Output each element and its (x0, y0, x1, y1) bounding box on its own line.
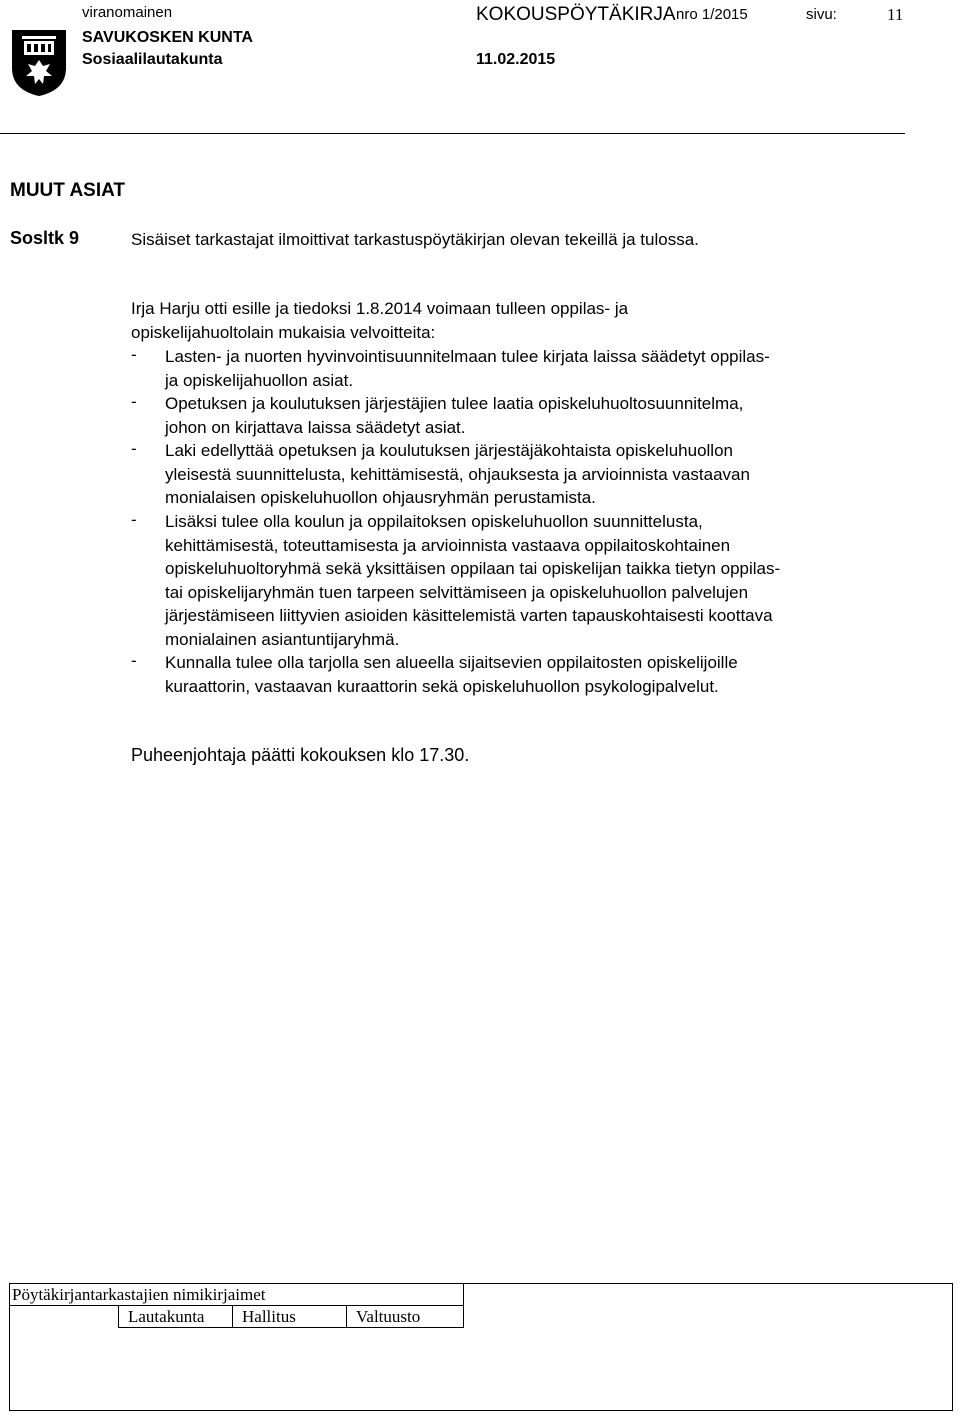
municipal-crest-logo (10, 28, 68, 98)
list-item-text: Lasten- ja nuorten hyvinvointisuunnitelmaan tulee kirjata laissa säädetyt oppilas- ja opiskelijahuollon asiat. (165, 347, 770, 390)
list-item-text: Kunnalla tulee olla tarjolla sen alueella sijaitsevien oppilaitosten opiskelijoille kuraattorin, vastaavan kuraattorin sekä opiskeluhuollon psykologipalvelut. (165, 653, 738, 696)
signature-column-label: Lautakunta (128, 1307, 205, 1326)
list-item-text: Lisäksi tulee olla koulun ja oppilaitoksen opiskeluhuollon suunnittelusta, kehittämisestä, toteuttamisesta ja arvioinnista vastaava oppilaitoskohtainen opiskeluhuoltoryhmä sekä yksittäisen oppilaan tai opiskelijan taikka tietyn oppilas- tai opiskelijaryhmän tuen tarpeen selvittämiseen ja opiskeluhuollon palvelujen järjestämiseen liittyvien asioiden käsittelemistä varten tapauskohtaisesti koottava monialainen asiantuntijaryhmä. (165, 512, 781, 649)
list-item-text: Laki edellyttää opetuksen ja koulutuksen järjestäjäkohtaista opiskeluhuollon yleisestä suunnittelusta, kehittämisestä, ohjauksesta ja arvioinnista vastaavan monialaisen opiskeluhuollon ohjausryhmän perustamista. (165, 441, 750, 507)
list-bullet: - (131, 510, 137, 529)
list-bullet: - (131, 345, 137, 364)
case-intro: Irja Harju otti esille ja tiedoksi 1.8.2014 voimaan tulleen oppilas- ja opiskelijahuoltolain mukaisia velvoitteita: (131, 299, 629, 342)
header-divider (0, 133, 905, 134)
page-number: 11 (887, 5, 904, 24)
signature-column-label: Valtuusto (356, 1307, 421, 1326)
board-name: Sosiaalilautakunta (82, 51, 223, 68)
closing-statement: Puheenjohtaja päätti kokouksen klo 17.30. (131, 745, 470, 765)
meeting-date: 11.02.2015 (476, 51, 556, 68)
signature-column-label: Hallitus (242, 1307, 296, 1326)
page-label: sivu: (806, 6, 837, 23)
document-role-label: viranomainen (82, 4, 173, 21)
list-bullet: - (131, 392, 137, 411)
signature-box (9, 1283, 953, 1411)
signature-box-title: Pöytäkirjantarkastajien nimikirjaimet (12, 1285, 266, 1304)
list-bullet: - (131, 651, 137, 670)
section-heading: MUUT ASIAT (10, 180, 126, 201)
list-item-text: Opetuksen ja koulutuksen järjestäjien tulee laatia opiskeluhuoltosuunnitelma, johon on kirjattava laissa säädetyt asiat. (165, 394, 744, 437)
list-bullet: - (131, 439, 137, 458)
document-number: nro 1/2015 (676, 6, 748, 23)
case-first-line: Sisäiset tarkastajat ilmoittivat tarkastuspöytäkirjan olevan tekeillä ja tulossa. (131, 230, 699, 249)
document-title: KOKOUSPÖYTÄKIRJA (476, 4, 676, 25)
case-id: Sosltk 9 (10, 228, 80, 248)
municipality-name: SAVUKOSKEN KUNTA (82, 29, 253, 46)
